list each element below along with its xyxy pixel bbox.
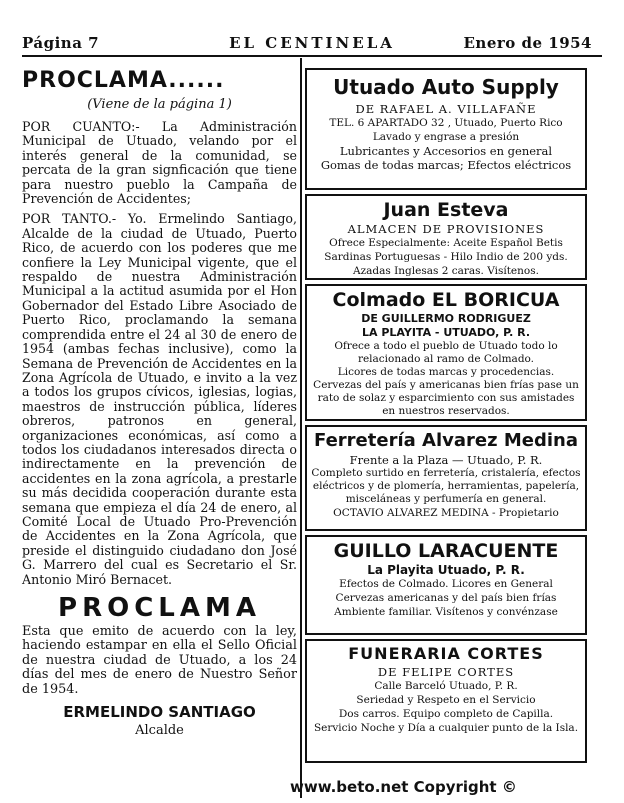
ad-line: DE FELIPE CORTES: [377, 665, 515, 679]
ad-line: Licores de todas marcas y procedencias.: [337, 366, 555, 378]
por-cuanto-paragraph: POR CUANTO:- La Administración Municipal de Utuado, velando por el interés general de la comunidad, se percata de la gran signficación que tiene para nuestro pueblo la Campaña de Prevención de Accidentes;: [22, 119, 297, 207]
ad-line: Gomas de todas marcas; Efectos eléctricos: [320, 158, 572, 172]
ad-name: Colmado EL BORICUA: [332, 289, 560, 311]
ad-ferreteria-alvarez-medina: [305, 425, 587, 531]
ad-line: Servicio Noche y Día a cualquier punto de la Isla.: [313, 722, 579, 734]
ad-guillo-laracuente: [305, 535, 587, 635]
ad-line: OCTAVIO ALVAREZ MEDINA - Propietario: [333, 507, 559, 519]
ad-name: GUILLO LARACUENTE: [333, 540, 559, 562]
ad-line: Frente a la Plaza — Utuado, P. R.: [349, 453, 543, 467]
ad-line: Efectos de Colmado. Licores en General: [339, 578, 553, 590]
ad-name: Juan Esteva: [383, 199, 509, 221]
signature-role: Alcalde: [135, 723, 184, 739]
ad-line: DE RAFAEL A. VILLAFAÑE: [355, 102, 537, 116]
article-title: PROCLAMA......: [22, 68, 225, 93]
por-tanto-paragraph: POR TANTO.- Yo. Ermelindo Santiago, Alcalde de la ciudad de Utuado, Puerto Rico, de acuerdo con los poderes que me confiere la Ley Municipal vigente, que el respaldo de nuestra Administración Municipal a la actitud asumida por el Hon Gobernador del Estado Libre Asociado de Puerto Rico, proclamando la semana comprendida entre el 24 al 30 de enero de 1954 (ambas fechas inclusive), como la Semana de Prevención de Accidentes en la Zona Agrícola de Utuado, e invito a la vez a todos los grupos cívicos, iglesias, logias, maestros de instrucción pública, líderes obreros, patronos en general, organizaciones económicas, así como a todos los ciudadanos interesados directa o indirectamente en la prevención de accidentes en la zona agrícola, a prestarle su más decidida cooperación durante esta semana que empieza el día 24 de enero, al Comité Local de Utuado Pro-Prevención de Accidentes en la Zona Agrícola, que preside el distinguido ciudadano don José G. Marrero del cual es Secretario el Sr. Antonio Miró Bernacet.: [22, 211, 297, 587]
ad-colmado-el-boricua: [305, 284, 587, 421]
ad-utuado-auto-supply: [305, 68, 587, 190]
closing-paragraph: Esta que emito de acuerdo con la ley, haciendo estampar en ella el Sello Oficial de nuestra ciudad de Utuado, a los 24 días del mes de enero de Nuestro Señor de 1954.: [22, 624, 297, 697]
ad-line: Cervezas americanas y del país bien frías: [335, 592, 557, 604]
continued-note: (Viene de la página 1): [87, 97, 232, 112]
ad-line: Calle Barceló Utuado, P. R.: [374, 680, 518, 692]
ad-line: TEL. 6 APARTADO 32 , Utuado, Puerto Rico: [329, 117, 563, 129]
ad-line: ALMACEN DE PROVISIONES: [347, 222, 545, 236]
ad-line: Seriedad y Respeto en el Servicio: [356, 694, 536, 706]
ad-line: Dos carros. Equipo completo de Capilla.: [338, 708, 554, 720]
issue-date: Enero de 1954: [463, 34, 592, 52]
proclama-heading: PROCLAMA: [58, 593, 261, 623]
advertisements: [305, 68, 587, 767]
newspaper-title: EL CENTINELA: [229, 34, 395, 52]
ad-line: DE GUILLERMO RODRIGUEZ: [361, 312, 531, 325]
proclama-article: [22, 68, 297, 738]
ad-juan-esteva: [305, 194, 587, 280]
ad-line: Lubricantes y Accesorios en general: [339, 144, 553, 158]
ad-line: La Playita Utuado, P. R.: [367, 563, 525, 577]
page-number: Página 7: [22, 34, 100, 52]
ad-line: LA PLAYITA - UTUADO, P. R.: [361, 326, 531, 339]
ad-name: Utuado Auto Supply: [333, 75, 559, 99]
ad-line: Ambiente familiar. Visítenos y convénzase: [334, 606, 558, 618]
ad-line: Azadas Inglesas 2 caras. Visítenos.: [353, 265, 539, 277]
copyright-watermark: www.beto.net Copyright ©: [290, 778, 517, 796]
ad-name: Ferretería Alvarez Medina: [314, 430, 578, 451]
ad-line: Ofrece Especialmente: Aceite Español Betis: [329, 237, 563, 249]
ad-line: Lavado y engrase a presión: [372, 131, 520, 143]
ad-funeraria-cortes: [305, 639, 587, 763]
ad-line: Ofrece a todo el pueblo de Utuado todo lo relacionado al ramo de Colmado.: [334, 340, 558, 365]
ad-line: Sardinas Portuguesas - Hilo Indio de 200 yds.: [324, 251, 568, 263]
signature: ERMELINDO SANTIAGO: [63, 703, 256, 722]
ad-line: Cervezas del país y americanas bien frías pase un rato de solaz y esparcimiento con sus amistades en nuestros reservados.: [313, 379, 579, 417]
ad-name: FUNERARIA CORTES: [348, 644, 544, 663]
header-rule: [22, 55, 602, 57]
ad-line: Completo surtido en ferretería, cristalería, efectos eléctricos y de plomería, herramientas, papelería, misceláneas y perfumería en general.: [311, 467, 581, 505]
column-divider: [300, 58, 302, 798]
